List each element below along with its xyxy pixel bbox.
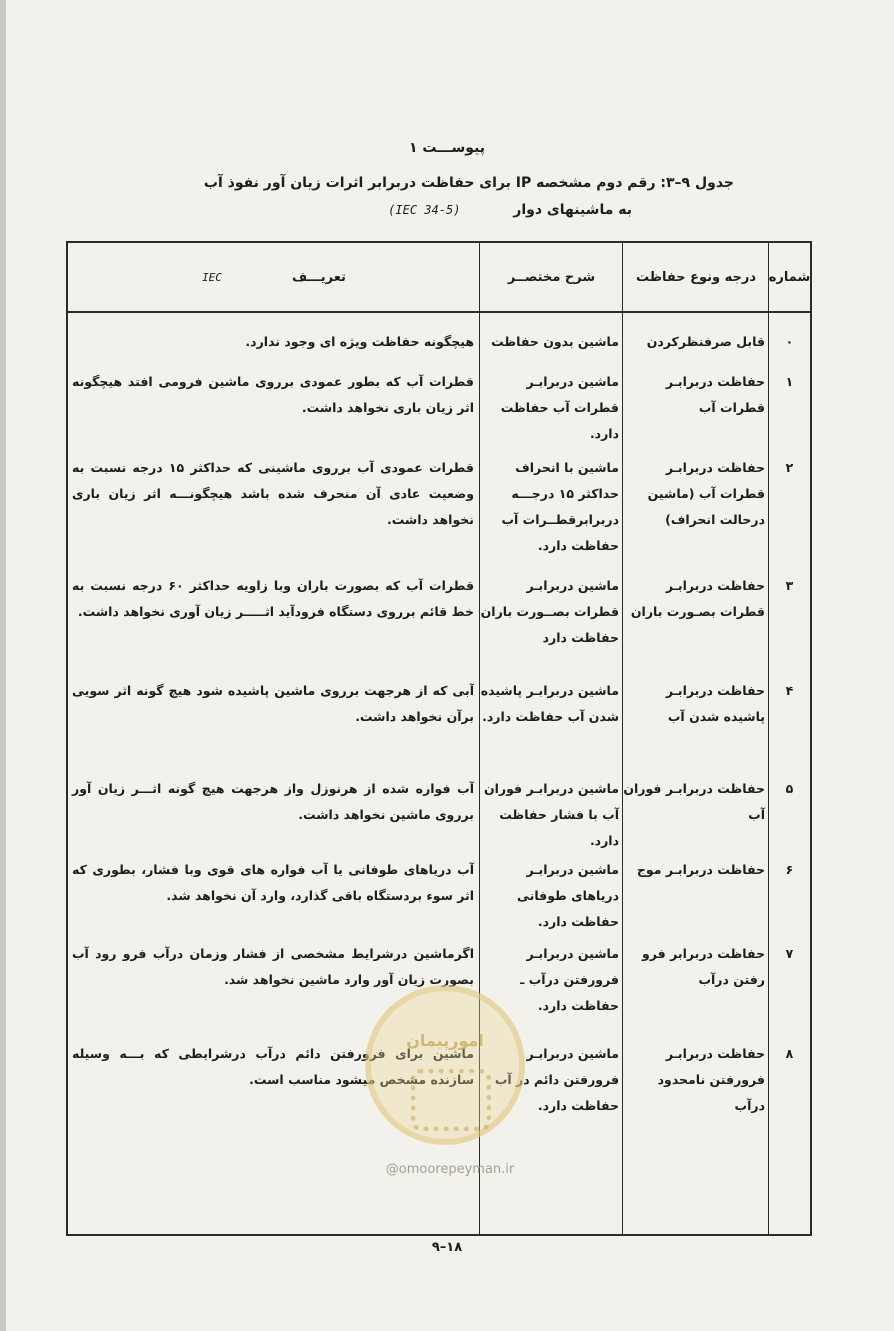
row-summary: ماشین دربرابـر پاشیده شدن آب حفاظت دارد. — [480, 683, 619, 724]
row-type: حفاظت دربرابـر پاشیده شدن آب — [665, 683, 765, 724]
header-number: شماره — [768, 269, 811, 285]
header-summary: شرح مختصــر — [507, 269, 596, 285]
row-type: حفاظت دربرابـر موج — [636, 862, 765, 877]
header-definition-label: تعریـــف — [291, 269, 346, 285]
watermark-text: @omoorepeyman.ir — [385, 1162, 515, 1177]
row-number: ۷ — [785, 946, 794, 961]
row-type: حفاظت دربرابـر قطرات بصـورت باران — [630, 578, 765, 619]
row-type: قابل صرفنظرکردن — [646, 334, 765, 349]
row-definition: قطرات عمودی آب برروی ماشینی که حداکثر ۱۵ درجه نسبت به وضعیت عادی آن منحرف شده باشد هیچگونـــه اثر زیان باری نخواهد داشت. — [72, 460, 474, 527]
table-caption: جدول ۹–۳: رقم دوم مشخصه IP برای حفاظت دربرابر اثرات زیان آور نفوذ آب — [203, 175, 734, 191]
caption-code: (IEC 34-5) — [388, 203, 461, 217]
row-definition: هیچگونه حفاظت ویژه ای وجود ندارد. — [245, 334, 474, 349]
row-number: ۵ — [785, 781, 794, 796]
row-summary: ماشین دربرابـر قطرات آب حفاظت دارد. — [500, 374, 619, 441]
row-definition: قطرات آب که بطور عمودی برروی ماشین فرومی افتد هیچگونه اثر زیان باری نخواهد داشت. — [72, 374, 474, 415]
row-number: ۸ — [785, 1046, 794, 1061]
row-summary: ماشین بدون حفاظت — [491, 334, 619, 349]
header-definition — [68, 243, 480, 311]
row-type: حفاظت دربرابر فرو رفتن درآب — [642, 946, 765, 987]
row-definition: آبی که از هرجهت برروی ماشین پاشیده شود هیچ گونه اثر سویی برآن نخواهد داشت. — [72, 683, 474, 724]
row-number: ۰ — [785, 334, 794, 349]
appendix-title: پیوســـت ۱ — [408, 140, 486, 156]
page-edge — [0, 0, 6, 1331]
row-definition: اگرماشین درشرایط مشخصی از فشار وزمان درآب فرو رود آب بصورت زیان آور وارد ماشین نخواهد شد. — [72, 946, 474, 987]
table-caption-line2 — [388, 202, 632, 218]
row-definition: ماشین برای فرورفتن دائم درآب درشرایطی که بـــه وسیله سازنده مشخص میشود مناسب است. — [72, 1046, 474, 1087]
header-iec-tag: IEC — [202, 270, 222, 284]
row-number: ۴ — [785, 683, 794, 698]
row-summary: ماشین دربرابـر فوران آب با فشار حفاظت دارد. — [483, 781, 619, 848]
row-type: حفاظت دربرابـر قطرات آب (ماشین درحالت انحراف) — [647, 460, 765, 527]
row-definition: آب فواره شده از هرنوزل واز هرجهت هیچ گونه اثـــر زیان آور برروی ماشین نخواهد داشت. — [72, 781, 474, 822]
row-number: ۲ — [785, 460, 794, 475]
header-type: درجه ونوع حفاظت — [635, 269, 757, 285]
row-summary: ماشین با انحراف حداکثر ۱۵ درجـــه دربرابرقطــرات آب حفاظت دارد. — [501, 460, 619, 553]
page-number: ۹–۱۸ — [431, 1240, 463, 1255]
row-type: حفاظت دربرابـر قطرات آب — [665, 374, 765, 415]
watermark-stamp-logo — [365, 985, 525, 1145]
row-definition: آب دریاهای طوفانی یا آب فواره های قوی وبا فشار، بطوری که اثر سوء بردستگاه باقی گذارد، وارد آن نخواهد شد. — [72, 862, 474, 903]
row-summary: ماشین دربرابـر فرورفتن درآب ـ حفاظت دارد. — [520, 946, 619, 1013]
row-definition: قطرات آب که بصورت باران وبا زاویه حداکثر ۶۰ درجه نسبت به خط قائم برروی دستگاه فرودآید اثـــــر زیان آوری نخواهد داشت. — [72, 578, 475, 619]
stamp-logo-text: امورپیمان — [406, 1031, 484, 1050]
header-divider — [68, 311, 810, 313]
row-type: حفاظت دربرابـر فوران آب — [623, 781, 765, 822]
row-number: ۱ — [785, 374, 794, 389]
row-summary: ماشین دربرابـر قطرات بصــورت باران حفاظت دارد — [480, 578, 619, 645]
gear-icon — [411, 1069, 491, 1131]
caption-line2-text: به ماشینهای دوار — [513, 202, 632, 218]
row-summary: ماشین دربرابـر فرورفتن دائم در آب حفاظت دارد. — [494, 1046, 619, 1113]
row-number: ۶ — [785, 862, 794, 877]
row-type: حفاظت دربرابـر فرورفتن نامحدود درآب — [657, 1046, 765, 1113]
row-summary: ماشین دربرابـر دریاهای طوفانی حفاظت دارد. — [517, 862, 619, 929]
row-number: ۳ — [785, 578, 794, 593]
